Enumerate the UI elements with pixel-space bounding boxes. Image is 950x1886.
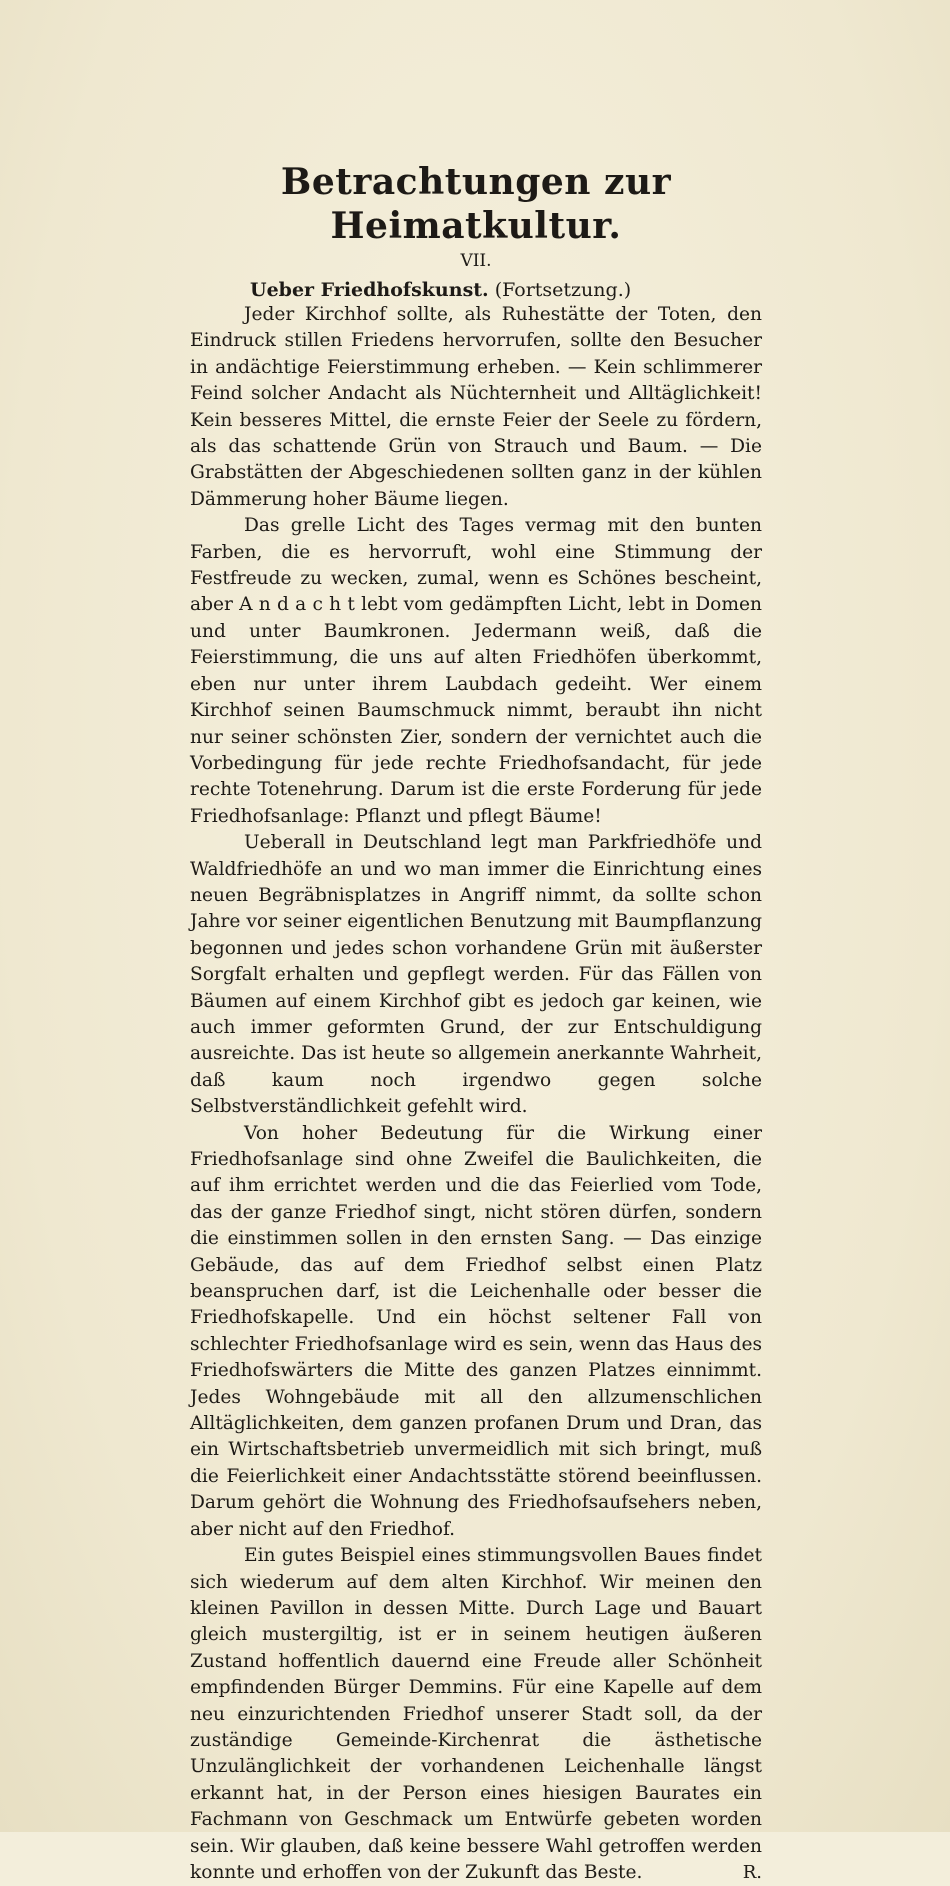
paragraph-5: Ein gutes Beispiel eines stimmungsvollen Baues findet sich wiederum auf dem alten Kirchhof. Wir meinen den kleinen Pavillon in dessen Mitte. Durch Lage und Bauart gleich mustergiltig, ist er in seinem heutigen äußeren Zustand hoffentlich dauernd eine Freude aller Schönheit empfindenden Bürger Demmins. Für eine Kapelle auf dem neu einzurichtenden Friedhof unserer Stadt soll, da der zuständige Gemeinde-Kirchenrat die ästhetische Unzulänglichkeit der vorhandenen Leichenhalle längst erkannt hat, in der Person eines hiesigen Baurates ein Fachmann von Geschmack um Entwürfe gebeten worden sein. Wir glauben, daß keine bessere Wahl getroffen werden konnte und erhoffen von der Zukunft das Beste.: [190, 1545, 762, 1883]
subtitle-main: Ueber Friedhofskunst.: [250, 279, 489, 301]
article-subtitle: [250, 278, 762, 302]
paragraph-3: Ueberall in Deutschland legt man Parkfriedhöfe und Waldfriedhöfe an und wo man immer die Einrichtung eines neuen Begräbnisplatzes in Angriff nimmt, da sollte schon Jahre vor seiner eigentlichen Benutzung mit Baumpflanzung begonnen und jedes schon vorhandene Grün mit äußerster Sorgfalt erhalten und gepflegt werden. Für das Fällen von Bäumen auf einem Kirchhof gibt es jedoch gar keinen, wie auch immer geformten Grund, der zur Entschuldigung ausreichte. Das ist heute so allgemein anerkannte Wahrheit, daß kaum noch irgendwo gegen solche Selbstverständlichkeit gefehlt wird.: [190, 832, 762, 1118]
article-column: [190, 160, 762, 1886]
article-number: VII.: [460, 251, 492, 271]
paragraph-1: Jeder Kirchhof sollte, als Ruhestätte der Toten, den Eindruck stillen Friedens hervorrufen, sollte den Besucher in andächtige Feierstimmung erheben. — Kein schlimmerer Feind solcher Andacht als Nüchternheit und Alltäglichkeit! Kein besseres Mittel, die ernste Feier der Seele zu fördern, als das schattende Grün von Strauch und Baum. — Die Grabstätten der Abgeschiedenen sollten ganz in der kühlen Dämmerung hoher Bäume liegen.: [190, 304, 762, 510]
paragraph-4: Von hoher Bedeutung für die Wirkung einer Friedhofsanlage sind ohne Zweifel die Baulichkeiten, die auf ihm errichtet werden und die das Feierlied vom Tode, das der ganze Friedhof singt, nicht stören dürfen, sondern die einstimmen sollen in den ernsten Sang. — Das einzige Gebäude, das auf dem Friedhof selbst einen Platz beanspruchen darf, ist die Leichenhalle oder besser die Friedhofskapelle. Und ein höchst seltener Fall von schlechter Friedhofsanlage wird es sein, wenn das Haus des Friedhofswärters die Mitte des ganzen Platzes einnimmt. Jedes Wohngebäude mit all den allzumenschlichen Alltäglichkeiten, dem ganzen profanen Drum und Dran, das ein Wirtschaftsbetrieb unvermeidlich mit sich bringt, muß die Feierlichkeit einer Andachtsstätte störend beeinflussen. Darum gehört die Wohnung des Friedhofsaufsehers neben, aber nicht auf den Friedhof.: [190, 1122, 762, 1540]
subtitle-note: (Fortsetzung.): [494, 279, 632, 301]
article-title: Betrachtungen zur Heimatkultur.: [280, 161, 672, 247]
author-signature: R.: [742, 1862, 762, 1884]
paragraph-2: Das grelle Licht des Tages vermag mit den bunten Farben, die es hervorruft, wohl eine Stimmung der Festfreude zu wecken, zumal, wenn es Schönes bescheint, aber A n d a c h t lebt vom gedämpften Licht, lebt in Domen und unter Baumkronen. Jedermann weiß, daß die Feierstimmung, die uns auf alten Friedhöfen überkommt, eben nur unter ihrem Laubdach gedeiht. Wer einem Kirchhof seinen Baumschmuck nimmt, beraubt ihn nicht nur seiner schönsten Zier, sondern der vernichtet auch die Vorbedingung für jede rechte Friedhofsandacht, für jede rechte Totenehrung. Darum ist die erste Forderung für jede Friedhofsanlage: Pflanzt und pflegt Bäume!: [190, 515, 762, 827]
